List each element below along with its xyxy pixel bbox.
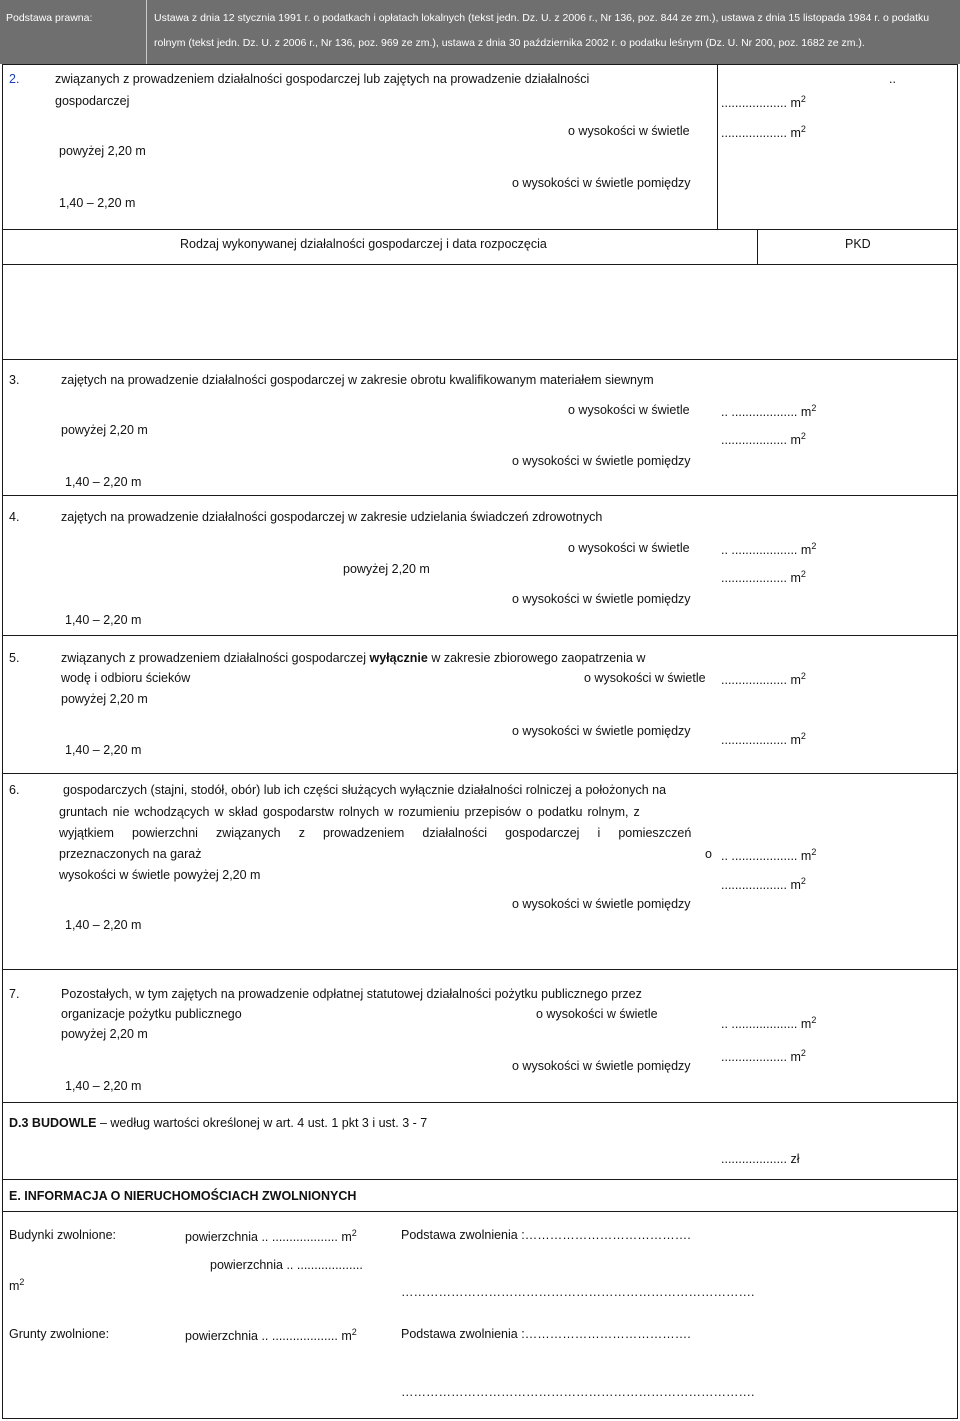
activity-col-type: Rodzaj wykonywanej działalności gospodarczej i data rozpoczęcia: [180, 237, 547, 251]
legal-basis-label: Podstawa prawna:: [6, 12, 93, 24]
section-4-range-label: 1,40 – 2,20 m: [65, 613, 142, 627]
section-2-between-height: o wysokości w świetle pomiędzy: [512, 176, 691, 190]
d3-title: D.3 BUDOWLE – według wartości określonej w art. 4 ust. 1 pkt 3 i ust. 3 - 7: [9, 1116, 428, 1130]
section-7-range-value: ................... $m^2$: [721, 1048, 806, 1064]
section-2: [2, 64, 958, 230]
section-4-between-height: o wysokości w świetle pomiędzy: [512, 592, 691, 606]
section-7-above-value: .. ................... $m^2$: [721, 1015, 817, 1031]
section-4-above-label: powyżej 2,20 m: [343, 562, 430, 576]
e-grounds-label: Grunty zwolnione:: [9, 1327, 110, 1341]
section-5-above-label: powyżej 2,20 m: [61, 692, 148, 706]
section-5-range-value: ................... $m^2$: [721, 731, 806, 747]
e-title-rule: [3, 1211, 957, 1212]
section-3-clear-height: o wysokości w świetle: [568, 403, 690, 417]
section-4-text: zajętych na prowadzenie działalności gospodarczej w zakresie udzielania świadczeń zdrowotnych: [61, 510, 603, 524]
section-6-number: 6.: [9, 783, 20, 797]
e-buildings-basis-cont: ………………………………………………………………………….: [401, 1285, 755, 1299]
section-6: [2, 773, 958, 970]
section-6-range-value: ................... $m^2$: [721, 876, 806, 892]
section-3-number: 3.: [9, 373, 20, 387]
section-6-above-value: .. ................... $m^2$: [721, 847, 817, 863]
section-6-text-line4: przeznaczonych na garaż: [59, 847, 202, 861]
section-7-number: 7.: [9, 987, 20, 1001]
e-buildings-unit-2: $m^2$: [9, 1277, 25, 1293]
e-buildings-basis: Podstawa zwolnienia :………………………………….: [401, 1228, 691, 1242]
section-5-text-line1: związanych z prowadzeniem działalności gospodarczej wyłącznie w zakresie zbiorowego zaopatrzenia w: [61, 651, 646, 665]
header-divider: [146, 0, 147, 64]
section-7-between-height: o wysokości w świetle pomiędzy: [512, 1059, 691, 1073]
e-grounds-area: powierzchnia .. ................... $m^2$: [185, 1327, 357, 1343]
section-6-range-label: 1,40 – 2,20 m: [65, 918, 142, 932]
e-title: E. INFORMACJA O NIERUCHOMOŚCIACH ZWOLNIONYCH: [9, 1189, 357, 1203]
section-2-total-value: ................... $m^2$: [721, 94, 806, 110]
section-7-clear-height: o wysokości w świetle: [536, 1007, 658, 1021]
section-6-between-height: o wysokości w świetle pomiędzy: [512, 897, 691, 911]
e-buildings-area-2: powierzchnia .. ...................: [210, 1258, 363, 1272]
section-6-text-line2: gruntach nie wchodzących w skład gospodarstw rolnych w rozumieniu przepisów o podatku rolnym, z: [59, 805, 640, 819]
section-7-above-label: powyżej 2,20 m: [61, 1027, 148, 1041]
section-5-range-label: 1,40 – 2,20 m: [65, 743, 142, 757]
section-6-text-line5: wysokości w świetle powyżej 2,20 m: [59, 868, 261, 882]
section-3-between-height: o wysokości w świetle pomiędzy: [512, 454, 691, 468]
section-e-exempt: [2, 1179, 958, 1419]
e-grounds-basis: Podstawa zwolnienia :………………………………….: [401, 1327, 691, 1341]
section-4-clear-height: o wysokości w świetle: [568, 541, 690, 555]
section-d3-structures: [2, 1102, 958, 1180]
section-3-text: zajętych na prowadzenie działalności gospodarczej w zakresie obrotu kwalifikowanym materiałem siewnym: [61, 373, 654, 387]
activity-col-pkd: PKD: [845, 237, 871, 251]
legal-basis-header: [0, 0, 960, 64]
section-2-text-line2: gospodarczej: [55, 94, 130, 108]
section-3-above-value: .. ................... $m^2$: [721, 403, 817, 419]
e-grounds-basis-cont: ………………………………………………………………………….: [401, 1385, 755, 1399]
section-5-clear-height: o wysokości w świetle: [584, 671, 706, 685]
section-2-text-line1: związanych z prowadzeniem działalności gospodarczej lub zajętych na prowadzenie działalności: [55, 72, 590, 86]
legal-basis-line2: rolnym (tekst jedn. Dz. U. z 2006 r., Nr 136, poz. 969 ze zm.), ustawa z dnia 30 października 2002 r. o podatku leśnym (Dz. U. Nr 200, poz. 1682 ze zm.).: [154, 37, 865, 49]
section-5-text-line2: wodę i odbioru ścieków: [61, 671, 191, 685]
section-2-divider: [717, 65, 718, 229]
section-2-above-value: ................... $m^2$: [721, 124, 806, 140]
section-4-above-value: .. ................... $m^2$: [721, 541, 817, 557]
section-5-number: 5.: [9, 651, 20, 665]
section-5-between-height: o wysokości w świetle pomiędzy: [512, 724, 691, 738]
e-buildings-label: Budynki zwolnione:: [9, 1228, 117, 1242]
activity-col-divider: [757, 230, 758, 264]
section-6-text-line3: wyjątkiem powierzchni związanych z prowadzeniem działalności gospodarczej i pomieszczeń: [59, 826, 692, 840]
section-5: [2, 635, 958, 774]
section-4-number: 4.: [9, 510, 20, 524]
legal-basis-line1: Ustawa z dnia 12 stycznia 1991 r. o podatkach i opłatach lokalnych (tekst jedn. Dz. U. z 2006 r., Nr 136, poz. 844 ze zm.), ustawa z dnia 15 listopada 1984 r. o podatku: [154, 12, 930, 24]
section-2-trail-dots: ..: [889, 72, 896, 86]
section-3-above-label: powyżej 2,20 m: [61, 423, 148, 437]
activity-table: [2, 229, 958, 360]
section-3: [2, 359, 958, 496]
section-7: [2, 969, 958, 1103]
section-2-clear-height: o wysokości w świetle: [568, 124, 690, 138]
section-2-number: 2.: [9, 72, 20, 86]
section-3-range-label: 1,40 – 2,20 m: [65, 475, 142, 489]
section-5-above-value: ................... $m^2$: [721, 671, 806, 687]
section-7-text-line1: Pozostałych, w tym zajętych na prowadzenie odpłatnej statutowej działalności pożytku publicznego przez: [61, 987, 642, 1001]
section-4-range-value: ................... $m^2$: [721, 569, 806, 585]
section-2-above-label: powyżej 2,20 m: [59, 144, 146, 158]
section-7-range-label: 1,40 – 2,20 m: [65, 1079, 142, 1093]
d3-amount: ................... zł: [721, 1152, 800, 1166]
section-6-o: o: [705, 847, 712, 861]
e-buildings-area: powierzchnia .. ................... $m^2$: [185, 1228, 357, 1244]
activity-header-rule: [3, 264, 957, 265]
section-6-text-line1: gospodarczych (stajni, stodół, obór) lub ich części służących wyłącznie działalności rolniczej a położonych na: [63, 783, 667, 797]
section-3-range-value: ................... $m^2$: [721, 431, 806, 447]
section-4: [2, 495, 958, 636]
section-2-range-label: 1,40 – 2,20 m: [59, 196, 136, 210]
section-7-text-line2: organizacje pożytku publicznego: [61, 1007, 242, 1021]
